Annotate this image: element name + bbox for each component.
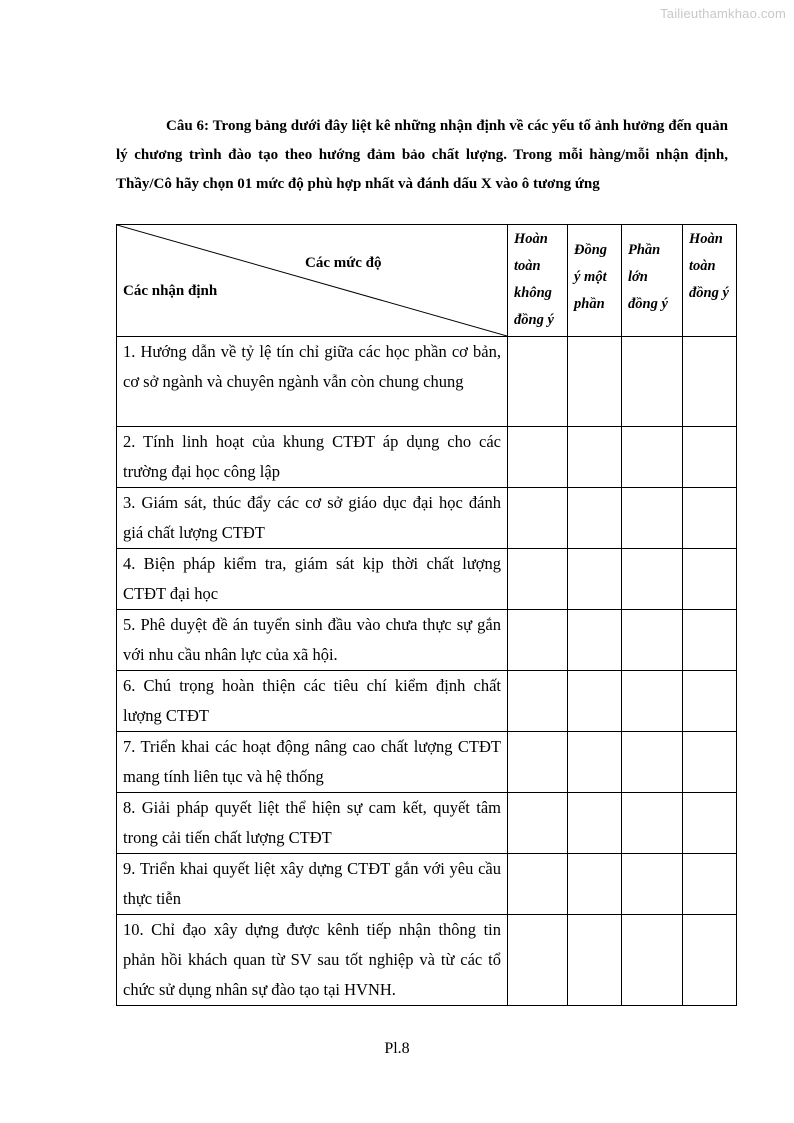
answer-cell-level-1[interactable] bbox=[508, 915, 568, 1006]
table-row bbox=[117, 337, 737, 427]
table-row bbox=[117, 488, 737, 549]
diagonal-divider bbox=[117, 225, 507, 336]
table-row bbox=[117, 610, 737, 671]
table-row bbox=[117, 732, 737, 793]
answer-cell-level-1[interactable] bbox=[508, 732, 568, 793]
level-header-1: Hoàn toàn không đồng ý bbox=[508, 225, 568, 337]
statement-cell: 3. Giám sát, thúc đẩy các cơ sở giáo dục đại học đánh giá chất lượng CTĐT bbox=[117, 488, 508, 549]
table-header-row bbox=[117, 225, 737, 337]
answer-cell-level-3[interactable] bbox=[622, 793, 683, 854]
statement-cell: 2. Tính linh hoạt của khung CTĐT áp dụng cho các trường đại học công lập bbox=[117, 427, 508, 488]
answer-cell-level-1[interactable] bbox=[508, 610, 568, 671]
answer-cell-level-4[interactable] bbox=[683, 793, 737, 854]
table-row bbox=[117, 671, 737, 732]
statement-cell: 6. Chú trọng hoàn thiện các tiêu chí kiểm định chất lượng CTĐT bbox=[117, 671, 508, 732]
statement-cell: 9. Triển khai quyết liệt xây dựng CTĐT gắn với yêu cầu thực tiễn bbox=[117, 854, 508, 915]
answer-cell-level-2[interactable] bbox=[568, 732, 622, 793]
answer-cell-level-2[interactable] bbox=[568, 488, 622, 549]
answer-cell-level-4[interactable] bbox=[683, 732, 737, 793]
answer-cell-level-3[interactable] bbox=[622, 337, 683, 427]
answer-cell-level-2[interactable] bbox=[568, 793, 622, 854]
diagonal-header-cell bbox=[117, 225, 508, 337]
statement-cell: 1. Hướng dẫn về tỷ lệ tín chỉ giữa các học phần cơ bản, cơ sở ngành và chuyên ngành vẫn còn chung chung bbox=[117, 337, 508, 427]
answer-cell-level-3[interactable] bbox=[622, 732, 683, 793]
answer-cell-level-2[interactable] bbox=[568, 854, 622, 915]
answer-cell-level-4[interactable] bbox=[683, 671, 737, 732]
answer-cell-level-4[interactable] bbox=[683, 488, 737, 549]
table-row bbox=[117, 793, 737, 854]
answer-cell-level-1[interactable] bbox=[508, 549, 568, 610]
answer-cell-level-4[interactable] bbox=[683, 854, 737, 915]
answer-cell-level-3[interactable] bbox=[622, 854, 683, 915]
answer-cell-level-2[interactable] bbox=[568, 610, 622, 671]
answer-cell-level-3[interactable] bbox=[622, 915, 683, 1006]
answer-cell-level-4[interactable] bbox=[683, 427, 737, 488]
answer-cell-level-3[interactable] bbox=[622, 610, 683, 671]
table-row bbox=[117, 549, 737, 610]
page-number: Pl.8 bbox=[384, 1040, 410, 1057]
answer-cell-level-4[interactable] bbox=[683, 915, 737, 1006]
statement-cell: 5. Phê duyệt đề án tuyển sinh đầu vào chưa thực sự gắn với nhu cầu nhân lực của xã hội. bbox=[117, 610, 508, 671]
answer-cell-level-1[interactable] bbox=[508, 793, 568, 854]
answer-cell-level-3[interactable] bbox=[622, 549, 683, 610]
table-row bbox=[117, 427, 737, 488]
answer-cell-level-1[interactable] bbox=[508, 488, 568, 549]
level-header-2: Đồng ý một phần bbox=[568, 225, 622, 337]
table-row bbox=[117, 915, 737, 1006]
statement-cell: 10. Chỉ đạo xây dựng được kênh tiếp nhận thông tin phản hồi khách quan từ SV sau tốt nghiệp và từ các tổ chức sử dụng nhân sự đào tạo tại HVNH. bbox=[117, 915, 508, 1006]
levels-title: Các mức độ bbox=[305, 255, 382, 271]
answer-cell-level-2[interactable] bbox=[568, 915, 622, 1006]
level-header-3: Phần lớn đồng ý bbox=[622, 225, 683, 337]
answer-cell-level-4[interactable] bbox=[683, 610, 737, 671]
table-row bbox=[117, 854, 737, 915]
answer-cell-level-4[interactable] bbox=[683, 337, 737, 427]
question-text: Câu 6: Trong bảng dưới đây liệt kê những nhận định về các yếu tố ảnh hưởng đến quản lý chương trình đào tạo theo hướng đảm bảo chất lượng. Trong mỗi hàng/mỗi nhận định, Thầy/Cô hãy chọn 01 mức độ phù hợp nhất và đánh dấu X vào ô tương ứng bbox=[116, 118, 728, 192]
answer-cell-level-1[interactable] bbox=[508, 337, 568, 427]
answer-cell-level-4[interactable] bbox=[683, 549, 737, 610]
answer-cell-level-2[interactable] bbox=[568, 671, 622, 732]
answer-cell-level-3[interactable] bbox=[622, 671, 683, 732]
answer-cell-level-1[interactable] bbox=[508, 671, 568, 732]
statements-title: Các nhận định bbox=[123, 283, 218, 299]
answer-cell-level-3[interactable] bbox=[622, 488, 683, 549]
statement-cell: 8. Giải pháp quyết liệt thể hiện sự cam kết, quyết tâm trong cải tiến chất lượng CTĐT bbox=[117, 793, 508, 854]
statement-cell: 7. Triển khai các hoạt động nâng cao chất lượng CTĐT mang tính liên tục và hệ thống bbox=[117, 732, 508, 793]
answer-cell-level-2[interactable] bbox=[568, 427, 622, 488]
answer-cell-level-3[interactable] bbox=[622, 427, 683, 488]
answer-cell-level-1[interactable] bbox=[508, 854, 568, 915]
level-header-4: Hoàn toàn đồng ý bbox=[683, 225, 737, 337]
watermark: Tailieuthamkhao.com bbox=[660, 6, 786, 21]
answer-cell-level-2[interactable] bbox=[568, 549, 622, 610]
statement-cell: 4. Biện pháp kiểm tra, giám sát kịp thời chất lượng CTĐT đại học bbox=[117, 549, 508, 610]
answer-cell-level-2[interactable] bbox=[568, 337, 622, 427]
answer-cell-level-1[interactable] bbox=[508, 427, 568, 488]
survey-table bbox=[116, 224, 737, 1006]
